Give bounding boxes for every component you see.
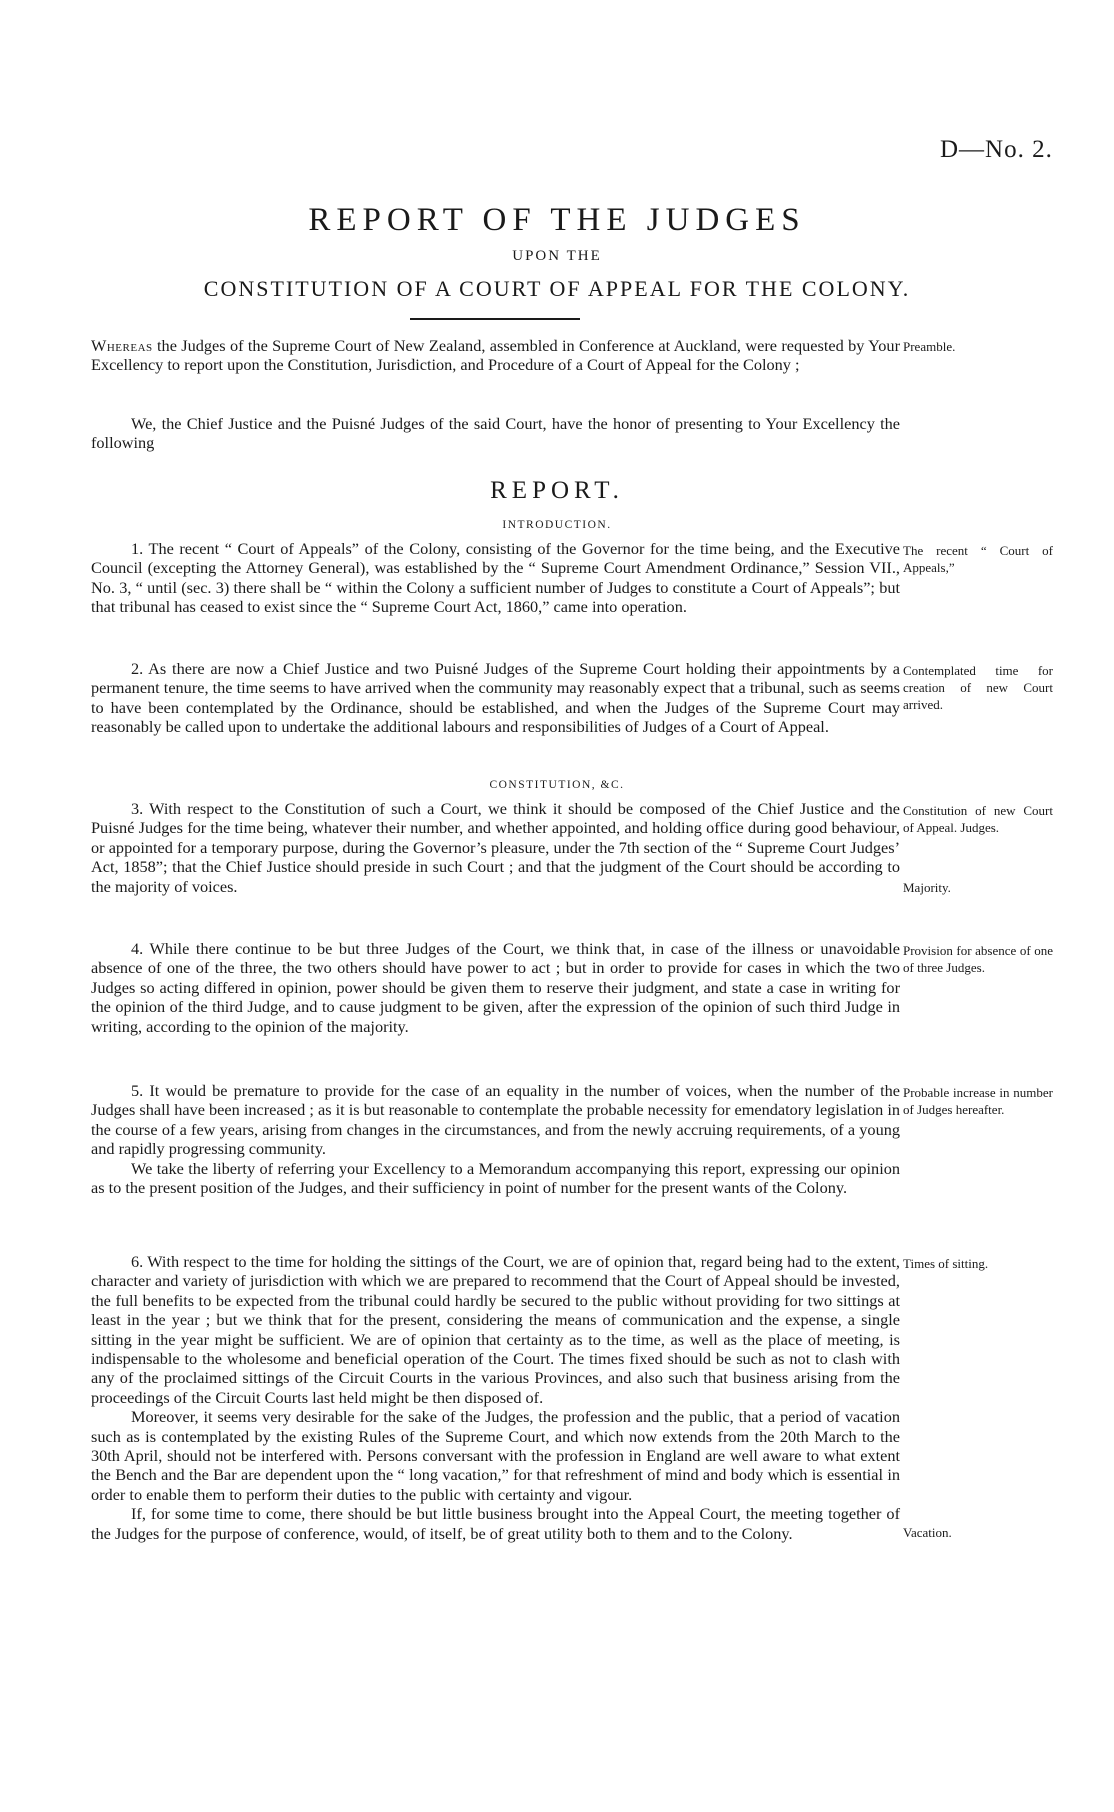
title-divider [410,318,580,320]
report-subtitle: CONSTITUTION OF A COURT OF APPEAL FOR THE COLONY. [203,276,911,301]
paragraph-5b-text: We take the liberty of referring your Excellency to a Memorandum accompanying this report, expressing our opinion as to the present position of the Judges, and their sufficiency in point of number for the present wants of the Colony. [91,1158,900,1198]
margin-note-constitution: Constitution of new Court of Appeal. Judges. [903,803,1053,835]
paragraph-5-text: 5. It would be premature to provide for the case of an equality in the number of voices, when the number of the Judges shall have been increased ; as it is but reasonable to contemplate the probable necessity for emendatory legislation in the course of a few years, arising from changes in the circumstances, and from the newly accruing requirements, of a young and rapidly progressing community. [91,1081,900,1159]
report-heading: REPORT. [490,477,624,504]
preamble-lead: Whereas [91,336,153,355]
report-title: REPORT OF THE JUDGES [308,202,806,238]
document-number: D—No. 2. [940,136,1053,163]
paragraph-6b-text: Moreover, it seems very desirable for the sake of the Judges, the profession and the public, that a period of vacation such as is contemplated by the existing Rules of the Supreme Court, and which now extends from the 20th March to the 30th April, should not be interfered with. Persons conversant with the profession in England are well aware to what extent the Bench and the Bar are dependent upon the “ long vacation,” for that refreshment of mind and body which is essential in order to enable them to perform their duties to the public with certainty and vigour. [91,1407,900,1504]
paragraph-1-text: 1. The recent “ Court of Appeals” of the Colony, consisting of the Governor for the time being, and the Executive Council (excepting the Attorney General), was established by the “ Supreme Court Amendment Ordinance,” Session VII., No. 3, “ until (sec. 3) there shall be “ within the Colony a sufficient number of Judges to constitute a Court of Appeals”; but that tribunal has ceased to exist since the “ Supreme Court Act, 1860,” came into operation. [91,539,900,617]
margin-note-preamble: Preamble. [903,339,956,354]
margin-note-times-of-sitting: Times of sitting. [903,1256,989,1271]
margin-note-majority: Majority. [903,880,951,895]
paragraph-6 [91,1252,900,1543]
paragraph-4 [91,939,900,1036]
paragraph-2 [91,659,900,737]
section-heading-constitution: CONSTITUTION, &C. [489,779,625,791]
paragraph-5 [91,1081,900,1197]
paragraph-6c-text: If, for some time to come, there should be but little business brought into the Appeal Court, the meeting together of the Judges for the purpose of conference, would, of itself, be of great utility both to them and to the Colony. [91,1504,900,1543]
intro-text: We, the Chief Justice and the Puisné Judges of the said Court, have the honor of presenting to Your Excellency the following [91,414,900,453]
paragraph-3-text: 3. With respect to the Constitution of such a Court, we think it should be composed of the Chief Justice and the Puisné Judges for the time being, whatever their number, and whether appointed, and holding office during good behaviour, or appointed for a temporary purpose, during the Governor’s pleasure, under the 7th section of the “ Supreme Court Judges’ Act, 1858”; that the Chief Justice should preside in such Court ; and that the judgment of the Court should be according to the majority of voices. [91,799,900,896]
report-title-connector: UPON THE [512,248,602,264]
paragraph-4-text: 4. While there continue to be but three Judges of the Court, we think that, in case of the illness or unavoidable absence of one of the three, the two others should have power to act ; but in order to provide for cases in which the two Judges so acting differed in opinion, power should be given them to reserve their judgment, and state a case in writing for the opinion of the third Judge, and to cause judgment to be given, after the expression of the opinion of such third Judge in writing, according to the opinion of the majority. [91,939,900,1036]
margin-note-provision-absence: Provision for absence of one of three Judges. [903,943,1053,975]
paragraph-1 [91,539,900,617]
margin-note-court-of-appeals: The recent “ Court of Appeals,” [903,543,1053,575]
paragraph-6-text: 6. With respect to the time for holding the sittings of the Court, we are of opinion that, regard being had to the extent, character and variety of jurisdiction with which we are prepared to recommend that the Court of Appeal should be invested, the full benefits to be expected from the tribunal could hardly be secured to the public without providing for two sittings at least in the year ; but we think that for the present, considering the means of communication and the expense, a single sitting in the year might be sufficient. We are of opinion that certainty as to the time, as well as the place of meeting, is indispensable to the wholesome and beneficial operation of the Court. The times fixed should be such as not to clash with any of the proclaimed sittings of the Circuit Courts in the various Provinces, and also such that business arising from the proceedings of the Circuit Courts last held might be then disposed of. [91,1252,900,1407]
section-heading-introduction: INTRODUCTION. [502,519,612,531]
margin-note-vacation: Vacation. [903,1525,952,1540]
preamble-paragraph [91,336,900,375]
margin-note-probable-increase: Probable increase in number of Judges hereafter. [903,1085,1053,1117]
intro-paragraph [91,414,900,453]
margin-note-contemplated-time: Contemplated time for creation of new Court arrived. [903,663,1053,712]
paragraph-2-text: 2. As there are now a Chief Justice and two Puisné Judges of the Supreme Court holding their appointments by a permanent tenure, the time seems to have arrived when the community may reasonably expect that a tribunal, such as seems to have been contemplated by the Ordinance, should be established, and when the Judges of the Supreme Court may reasonably be called upon to undertake the additional labours and responsibilities of Judges of a Court of Appeal. [91,659,900,737]
preamble-text: the Judges of the Supreme Court of New Zealand, assembled in Conference at Auckland, were requested by Your Excellency to report upon the Constitution, Jurisdiction, and Procedure of a Court of Appeal for the Colony ; [91,336,900,375]
paragraph-3 [91,799,900,896]
